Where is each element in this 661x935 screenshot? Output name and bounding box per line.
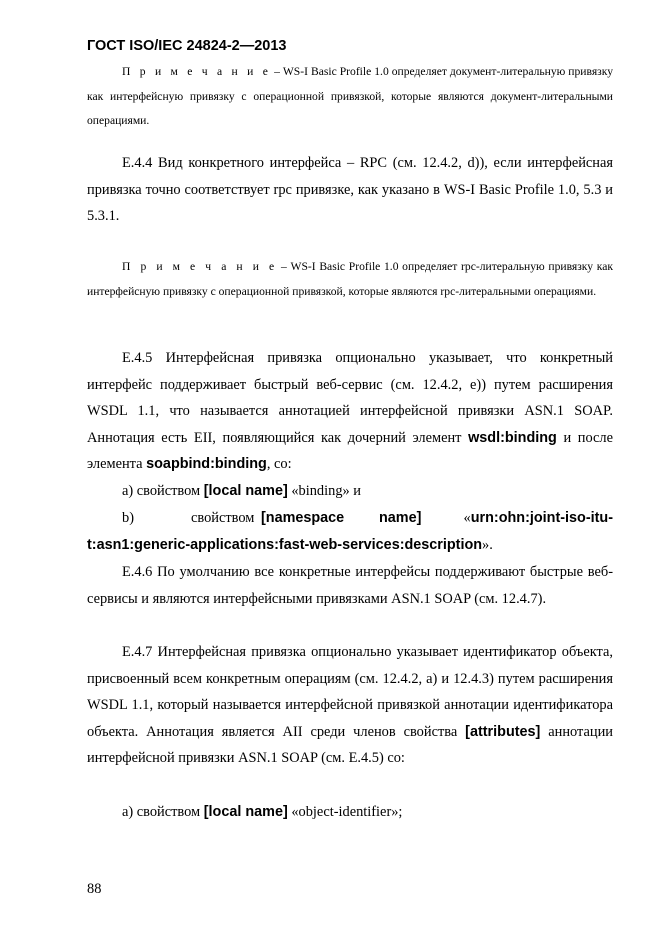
paragraph-text: Е.4.7 Интерфейсная привязка опционально указывает идентификатор объекта, присвоенный всем конкретным операциям (см. 12.4.2, а) и 12.4.3) путем расширения WSDL 1.1, который называется интерфейсной привязкой аннотации идентификатора объекта. Аннотация является AII среди членов свойства	[87, 644, 613, 740]
term-wsdl-binding: wsdl:binding	[468, 429, 557, 446]
paragraph-e46: Е.4.6 По умолчанию все конкретные интерфейсы поддерживают быстрые веб-сервисы и являются интерфейсными привязками ASN.1 SOAP (см. 12.4.7).	[87, 564, 613, 607]
note-text: – WS-I Basic Profile 1.0 определяет документ-литеральную привязку как интерфейсную привязку с операционной привязкой, которые являются документ-литеральными операциями.	[87, 65, 613, 127]
list-item-a1: а) свойством [local name] «binding» и	[122, 483, 362, 499]
note-label: П р и м е ч а н и е	[122, 65, 272, 78]
paragraph-e44: Е.4.4 Вид конкретного интерфейса – RPC (см. 12.4.2, d)), если интерфейсная привязка точно соответствует rpc привязке, как указано в WS-I Basic Profile 1.0, 5.3 и 5.3.1.	[87, 155, 613, 224]
paragraph-text: , со:	[266, 456, 292, 472]
list-item-b-continued: t:asn1:generic-applications:fast-web-services:description».	[87, 537, 493, 553]
paragraph-text: Е.4.5 Интерфейсная привязка опционально указывает, что конкретный интерфейс поддерживает быстрый веб-сервис (см. 12.4.2, е)) путем расширения WSDL 1.1, что называется аннотацией интерфейсной привязки ASN.1 SOAP. Аннотация есть EII, появляющийся как дочерний элемент	[87, 350, 613, 446]
namespace-uri-part: urn:ohn:joint-iso-itu-	[470, 510, 613, 526]
note-label: П р и м е ч а н и е	[122, 260, 278, 273]
paragraph-e45	[87, 345, 613, 478]
note-2	[87, 255, 613, 304]
term-soapbind-binding: soapbind:binding	[146, 456, 267, 472]
property-namespace: [namespace	[261, 510, 345, 526]
note-1	[87, 60, 613, 134]
paragraph-text: аннотации интерфейсной привязки ASN.1 SOAP (см. Е.4.5) со:	[87, 723, 613, 766]
list-item-a2: а) свойством [local name] «object-identifier»;	[122, 804, 403, 820]
property-attributes: [attributes]	[465, 723, 541, 740]
property-local-name: [local name]	[203, 804, 288, 820]
page-number: 88	[87, 881, 102, 897]
property-local-name: [local name]	[203, 483, 288, 499]
note-text: – WS-I Basic Profile 1.0 определяет rpc-литеральную привязку как интерфейсную привязку с операционной привязкой, которые являются rpc-литеральными операциями.	[87, 260, 613, 298]
document-header: ГОСТ ISO/IEC 24824-2—2013	[87, 38, 287, 54]
namespace-uri-part: t:asn1:generic-applications:fast-web-services:description	[87, 537, 483, 553]
document-page: ГОСТ ISO/IEC 24824-2—2013 П р и м е ч а н и е – WS-I Basic Profile 1.0 определяет документ-литеральную привязку как интерфейсную привязку с операционной привязкой, которые являются документ-литеральными операциями. Е.4.4 Вид конкретного интерфейса – RPC (см. 12.4.2, d)), если интерфейсная привязка точно соответствует rpc привязке, как указано в WS-I Basic Profile 1.0, 5.3 и 5.3.1. П р и м е ч а н и е – WS-I Basic Profile 1.0 определяет rpc-литеральную привязку как интерфейсную привязку с операционной привязкой, которые являются rpc-литеральными операциями. Е.4.5 Интерфейсная привязка опционально указывает, что конкретный интерфейс поддерживает быстрый веб-сервис (см. 12.4.2, е)) путем расширения WSDL 1.1, что называется аннотацией интерфейсной привязки ASN.1 SOAP. Аннотация есть EII, появляющийся как дочерний элемент wsdl:binding и после элемента soapbind:binding, со: а) свойством [local name] «binding» и b) свойством [namespace name] «urn:ohn:joint-iso-itu- t:asn1:generic-applications:fast-web-services:description». Е.4.6 По умолчанию все конкретные интерфейсы поддерживают быстрые веб-сервисы и являются интерфейсными привязками ASN.1 SOAP (см. 12.4.7). Е.4.7 Интерфейсная привязка опционально указывает идентификатор объекта, присвоенный всем конкретным операциям (см. 12.4.2, а) и 12.4.3) путем расширения WSDL 1.1, который называется интерфейсной привязкой аннотации идентификатора объекта. Аннотация является AII среди членов свойства [attributes] аннотации интерфейсной привязки ASN.1 SOAP (см. Е.4.5) со: а) свойством [local name] «object-identifier»; 88	[87, 38, 613, 897]
property-name: name]	[379, 510, 422, 526]
paragraph-e47	[87, 639, 613, 772]
paragraph-text: и после элемента	[87, 429, 613, 472]
